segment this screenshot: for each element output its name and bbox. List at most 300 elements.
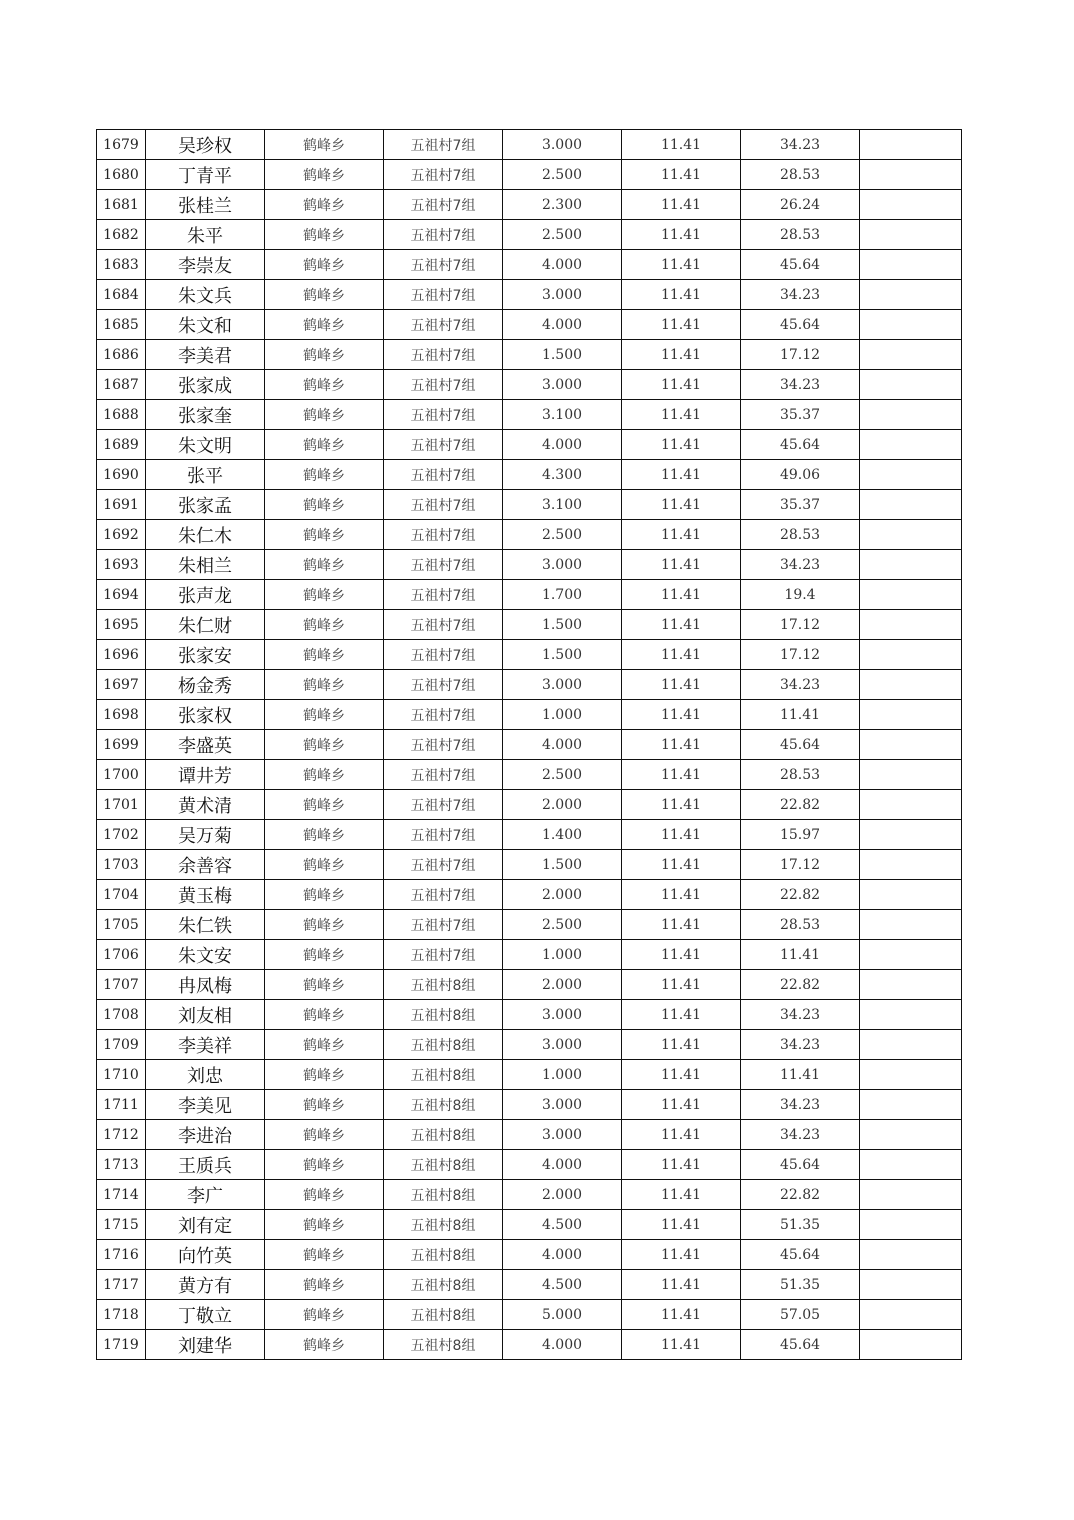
unit-price-cell: 11.41 <box>622 400 741 430</box>
name-cell: 朱仁铁 <box>146 910 265 940</box>
row-number-cell: 1694 <box>97 580 146 610</box>
village-group-cell: 五祖村8组 <box>384 1120 503 1150</box>
unit-price-cell: 11.41 <box>622 1150 741 1180</box>
village-group-cell: 五祖村7组 <box>384 850 503 880</box>
unit-price-cell: 11.41 <box>622 610 741 640</box>
unit-price-cell: 11.41 <box>622 370 741 400</box>
data-table <box>96 129 962 1360</box>
amount-cell: 35.37 <box>741 400 860 430</box>
row-number-cell: 1691 <box>97 490 146 520</box>
table-row <box>97 1270 962 1300</box>
area-cell: 2.000 <box>503 880 622 910</box>
area-cell: 3.000 <box>503 1090 622 1120</box>
name-cell: 李美君 <box>146 340 265 370</box>
village-group-cell: 五祖村7组 <box>384 700 503 730</box>
village-group-cell: 五祖村8组 <box>384 1180 503 1210</box>
table-row <box>97 760 962 790</box>
remarks-cell <box>860 520 962 550</box>
area-cell: 4.000 <box>503 1240 622 1270</box>
village-group-cell: 五祖村8组 <box>384 1240 503 1270</box>
unit-price-cell: 11.41 <box>622 190 741 220</box>
name-cell: 杨金秀 <box>146 670 265 700</box>
remarks-cell <box>860 400 962 430</box>
amount-cell: 22.82 <box>741 970 860 1000</box>
area-cell: 2.500 <box>503 910 622 940</box>
row-number-cell: 1709 <box>97 1030 146 1060</box>
village-group-cell: 五祖村7组 <box>384 550 503 580</box>
township-cell: 鹤峰乡 <box>265 850 384 880</box>
area-cell: 1.500 <box>503 610 622 640</box>
table-row <box>97 580 962 610</box>
village-group-cell: 五祖村8组 <box>384 1090 503 1120</box>
name-cell: 张家权 <box>146 700 265 730</box>
table-row <box>97 1030 962 1060</box>
area-cell: 3.000 <box>503 1000 622 1030</box>
remarks-cell <box>860 820 962 850</box>
township-cell: 鹤峰乡 <box>265 1150 384 1180</box>
table-row <box>97 190 962 220</box>
amount-cell: 45.64 <box>741 1240 860 1270</box>
area-cell: 1.700 <box>503 580 622 610</box>
name-cell: 张家安 <box>146 640 265 670</box>
table-row <box>97 520 962 550</box>
village-group-cell: 五祖村8组 <box>384 1060 503 1090</box>
village-group-cell: 五祖村8组 <box>384 1030 503 1060</box>
row-number-cell: 1716 <box>97 1240 146 1270</box>
amount-cell: 34.23 <box>741 1030 860 1060</box>
amount-cell: 28.53 <box>741 760 860 790</box>
amount-cell: 34.23 <box>741 670 860 700</box>
name-cell: 余善容 <box>146 850 265 880</box>
area-cell: 3.100 <box>503 400 622 430</box>
table-row <box>97 220 962 250</box>
table-row <box>97 430 962 460</box>
table-row <box>97 910 962 940</box>
area-cell: 3.000 <box>503 670 622 700</box>
table-body <box>97 130 962 1360</box>
row-number-cell: 1698 <box>97 700 146 730</box>
amount-cell: 17.12 <box>741 640 860 670</box>
township-cell: 鹤峰乡 <box>265 190 384 220</box>
table-row <box>97 820 962 850</box>
amount-cell: 45.64 <box>741 250 860 280</box>
amount-cell: 35.37 <box>741 490 860 520</box>
area-cell: 4.000 <box>503 1150 622 1180</box>
area-cell: 2.000 <box>503 970 622 1000</box>
area-cell: 3.000 <box>503 550 622 580</box>
unit-price-cell: 11.41 <box>622 640 741 670</box>
village-group-cell: 五祖村7组 <box>384 610 503 640</box>
row-number-cell: 1692 <box>97 520 146 550</box>
village-group-cell: 五祖村7组 <box>384 280 503 310</box>
unit-price-cell: 11.41 <box>622 1180 741 1210</box>
village-group-cell: 五祖村8组 <box>384 1150 503 1180</box>
name-cell: 张家成 <box>146 370 265 400</box>
amount-cell: 45.64 <box>741 1150 860 1180</box>
village-group-cell: 五祖村7组 <box>384 760 503 790</box>
name-cell: 朱文安 <box>146 940 265 970</box>
row-number-cell: 1684 <box>97 280 146 310</box>
township-cell: 鹤峰乡 <box>265 1210 384 1240</box>
row-number-cell: 1714 <box>97 1180 146 1210</box>
village-group-cell: 五祖村7组 <box>384 460 503 490</box>
name-cell: 李美见 <box>146 1090 265 1120</box>
area-cell: 1.000 <box>503 940 622 970</box>
amount-cell: 34.23 <box>741 280 860 310</box>
row-number-cell: 1688 <box>97 400 146 430</box>
name-cell: 冉凤梅 <box>146 970 265 1000</box>
amount-cell: 34.23 <box>741 370 860 400</box>
village-group-cell: 五祖村7组 <box>384 910 503 940</box>
row-number-cell: 1705 <box>97 910 146 940</box>
village-group-cell: 五祖村7组 <box>384 340 503 370</box>
village-group-cell: 五祖村7组 <box>384 490 503 520</box>
remarks-cell <box>860 880 962 910</box>
remarks-cell <box>860 310 962 340</box>
amount-cell: 45.64 <box>741 430 860 460</box>
village-group-cell: 五祖村7组 <box>384 940 503 970</box>
row-number-cell: 1681 <box>97 190 146 220</box>
unit-price-cell: 11.41 <box>622 490 741 520</box>
remarks-cell <box>860 730 962 760</box>
village-group-cell: 五祖村7组 <box>384 880 503 910</box>
unit-price-cell: 11.41 <box>622 880 741 910</box>
amount-cell: 34.23 <box>741 130 860 160</box>
amount-cell: 17.12 <box>741 340 860 370</box>
name-cell: 李美祥 <box>146 1030 265 1060</box>
township-cell: 鹤峰乡 <box>265 280 384 310</box>
area-cell: 4.500 <box>503 1210 622 1240</box>
area-cell: 1.000 <box>503 700 622 730</box>
table-row <box>97 370 962 400</box>
table-row <box>97 130 962 160</box>
amount-cell: 51.35 <box>741 1210 860 1240</box>
remarks-cell <box>860 550 962 580</box>
township-cell: 鹤峰乡 <box>265 1330 384 1360</box>
remarks-cell <box>860 640 962 670</box>
unit-price-cell: 11.41 <box>622 550 741 580</box>
row-number-cell: 1715 <box>97 1210 146 1240</box>
unit-price-cell: 11.41 <box>622 280 741 310</box>
row-number-cell: 1706 <box>97 940 146 970</box>
remarks-cell <box>860 460 962 490</box>
amount-cell: 28.53 <box>741 160 860 190</box>
table-row <box>97 880 962 910</box>
remarks-cell <box>860 940 962 970</box>
township-cell: 鹤峰乡 <box>265 940 384 970</box>
area-cell: 3.000 <box>503 1030 622 1060</box>
remarks-cell <box>860 280 962 310</box>
township-cell: 鹤峰乡 <box>265 1300 384 1330</box>
table-row <box>97 1330 962 1360</box>
village-group-cell: 五祖村7组 <box>384 400 503 430</box>
remarks-cell <box>860 910 962 940</box>
name-cell: 朱仁木 <box>146 520 265 550</box>
name-cell: 张家孟 <box>146 490 265 520</box>
remarks-cell <box>860 1120 962 1150</box>
unit-price-cell: 11.41 <box>622 730 741 760</box>
unit-price-cell: 11.41 <box>622 340 741 370</box>
area-cell: 2.500 <box>503 520 622 550</box>
amount-cell: 15.97 <box>741 820 860 850</box>
remarks-cell <box>860 790 962 820</box>
remarks-cell <box>860 1270 962 1300</box>
row-number-cell: 1718 <box>97 1300 146 1330</box>
area-cell: 1.500 <box>503 640 622 670</box>
remarks-cell <box>860 1060 962 1090</box>
remarks-cell <box>860 670 962 700</box>
row-number-cell: 1710 <box>97 1060 146 1090</box>
table-row <box>97 250 962 280</box>
township-cell: 鹤峰乡 <box>265 550 384 580</box>
table-row <box>97 610 962 640</box>
village-group-cell: 五祖村7组 <box>384 250 503 280</box>
row-number-cell: 1686 <box>97 340 146 370</box>
row-number-cell: 1713 <box>97 1150 146 1180</box>
row-number-cell: 1703 <box>97 850 146 880</box>
row-number-cell: 1683 <box>97 250 146 280</box>
unit-price-cell: 11.41 <box>622 460 741 490</box>
table-row <box>97 1060 962 1090</box>
unit-price-cell: 11.41 <box>622 430 741 460</box>
row-number-cell: 1702 <box>97 820 146 850</box>
name-cell: 向竹英 <box>146 1240 265 1270</box>
table-row <box>97 730 962 760</box>
township-cell: 鹤峰乡 <box>265 490 384 520</box>
remarks-cell <box>860 1330 962 1360</box>
township-cell: 鹤峰乡 <box>265 400 384 430</box>
township-cell: 鹤峰乡 <box>265 130 384 160</box>
amount-cell: 28.53 <box>741 220 860 250</box>
unit-price-cell: 11.41 <box>622 1330 741 1360</box>
township-cell: 鹤峰乡 <box>265 1180 384 1210</box>
row-number-cell: 1712 <box>97 1120 146 1150</box>
row-number-cell: 1682 <box>97 220 146 250</box>
village-group-cell: 五祖村7组 <box>384 130 503 160</box>
amount-cell: 22.82 <box>741 880 860 910</box>
table-row <box>97 1090 962 1120</box>
unit-price-cell: 11.41 <box>622 220 741 250</box>
village-group-cell: 五祖村7组 <box>384 160 503 190</box>
area-cell: 3.000 <box>503 280 622 310</box>
township-cell: 鹤峰乡 <box>265 820 384 850</box>
name-cell: 张家奎 <box>146 400 265 430</box>
village-group-cell: 五祖村7组 <box>384 190 503 220</box>
village-group-cell: 五祖村7组 <box>384 520 503 550</box>
remarks-cell <box>860 160 962 190</box>
township-cell: 鹤峰乡 <box>265 1120 384 1150</box>
table-row <box>97 700 962 730</box>
remarks-cell <box>860 1210 962 1240</box>
area-cell: 2.300 <box>503 190 622 220</box>
unit-price-cell: 11.41 <box>622 790 741 820</box>
table-row <box>97 490 962 520</box>
township-cell: 鹤峰乡 <box>265 670 384 700</box>
township-cell: 鹤峰乡 <box>265 1090 384 1120</box>
village-group-cell: 五祖村7组 <box>384 310 503 340</box>
village-group-cell: 五祖村8组 <box>384 1210 503 1240</box>
unit-price-cell: 11.41 <box>622 910 741 940</box>
remarks-cell <box>860 1150 962 1180</box>
amount-cell: 11.41 <box>741 700 860 730</box>
township-cell: 鹤峰乡 <box>265 370 384 400</box>
unit-price-cell: 11.41 <box>622 580 741 610</box>
row-number-cell: 1685 <box>97 310 146 340</box>
unit-price-cell: 11.41 <box>622 940 741 970</box>
area-cell: 4.500 <box>503 1270 622 1300</box>
township-cell: 鹤峰乡 <box>265 610 384 640</box>
village-group-cell: 五祖村8组 <box>384 1330 503 1360</box>
area-cell: 4.000 <box>503 310 622 340</box>
amount-cell: 34.23 <box>741 1090 860 1120</box>
table-row <box>97 670 962 700</box>
table-row <box>97 1150 962 1180</box>
remarks-cell <box>860 1030 962 1060</box>
name-cell: 吴珍权 <box>146 130 265 160</box>
unit-price-cell: 11.41 <box>622 1270 741 1300</box>
row-number-cell: 1693 <box>97 550 146 580</box>
row-number-cell: 1697 <box>97 670 146 700</box>
unit-price-cell: 11.41 <box>622 1060 741 1090</box>
unit-price-cell: 11.41 <box>622 1240 741 1270</box>
amount-cell: 34.23 <box>741 550 860 580</box>
table-row <box>97 1120 962 1150</box>
unit-price-cell: 11.41 <box>622 1120 741 1150</box>
township-cell: 鹤峰乡 <box>265 1270 384 1300</box>
amount-cell: 34.23 <box>741 1120 860 1150</box>
remarks-cell <box>860 610 962 640</box>
row-number-cell: 1717 <box>97 1270 146 1300</box>
row-number-cell: 1704 <box>97 880 146 910</box>
village-group-cell: 五祖村7组 <box>384 220 503 250</box>
row-number-cell: 1679 <box>97 130 146 160</box>
amount-cell: 22.82 <box>741 1180 860 1210</box>
unit-price-cell: 11.41 <box>622 160 741 190</box>
township-cell: 鹤峰乡 <box>265 340 384 370</box>
amount-cell: 34.23 <box>741 1000 860 1030</box>
remarks-cell <box>860 220 962 250</box>
remarks-cell <box>860 1180 962 1210</box>
amount-cell: 11.41 <box>741 940 860 970</box>
name-cell: 黄方有 <box>146 1270 265 1300</box>
amount-cell: 28.53 <box>741 910 860 940</box>
village-group-cell: 五祖村8组 <box>384 1300 503 1330</box>
township-cell: 鹤峰乡 <box>265 580 384 610</box>
township-cell: 鹤峰乡 <box>265 520 384 550</box>
area-cell: 3.000 <box>503 1120 622 1150</box>
row-number-cell: 1719 <box>97 1330 146 1360</box>
name-cell: 刘建华 <box>146 1330 265 1360</box>
area-cell: 4.000 <box>503 430 622 460</box>
township-cell: 鹤峰乡 <box>265 760 384 790</box>
table-row <box>97 1240 962 1270</box>
village-group-cell: 五祖村7组 <box>384 430 503 460</box>
row-number-cell: 1690 <box>97 460 146 490</box>
row-number-cell: 1687 <box>97 370 146 400</box>
township-cell: 鹤峰乡 <box>265 970 384 1000</box>
table-row <box>97 340 962 370</box>
remarks-cell <box>860 700 962 730</box>
village-group-cell: 五祖村8组 <box>384 1270 503 1300</box>
name-cell: 丁青平 <box>146 160 265 190</box>
amount-cell: 49.06 <box>741 460 860 490</box>
township-cell: 鹤峰乡 <box>265 880 384 910</box>
amount-cell: 45.64 <box>741 730 860 760</box>
area-cell: 1.000 <box>503 1060 622 1090</box>
township-cell: 鹤峰乡 <box>265 220 384 250</box>
table-row <box>97 640 962 670</box>
remarks-cell <box>860 250 962 280</box>
unit-price-cell: 11.41 <box>622 820 741 850</box>
unit-price-cell: 11.41 <box>622 1300 741 1330</box>
unit-price-cell: 11.41 <box>622 250 741 280</box>
village-group-cell: 五祖村7组 <box>384 790 503 820</box>
unit-price-cell: 11.41 <box>622 970 741 1000</box>
name-cell: 李广 <box>146 1180 265 1210</box>
remarks-cell <box>860 850 962 880</box>
area-cell: 3.000 <box>503 130 622 160</box>
table-row <box>97 1210 962 1240</box>
area-cell: 5.000 <box>503 1300 622 1330</box>
table-row <box>97 1300 962 1330</box>
name-cell: 刘友相 <box>146 1000 265 1030</box>
area-cell: 2.000 <box>503 1180 622 1210</box>
name-cell: 黄术清 <box>146 790 265 820</box>
remarks-cell <box>860 430 962 460</box>
area-cell: 3.100 <box>503 490 622 520</box>
row-number-cell: 1695 <box>97 610 146 640</box>
unit-price-cell: 11.41 <box>622 760 741 790</box>
name-cell: 张平 <box>146 460 265 490</box>
name-cell: 李盛英 <box>146 730 265 760</box>
amount-cell: 57.05 <box>741 1300 860 1330</box>
unit-price-cell: 11.41 <box>622 700 741 730</box>
area-cell: 1.500 <box>503 340 622 370</box>
remarks-cell <box>860 580 962 610</box>
name-cell: 李崇友 <box>146 250 265 280</box>
row-number-cell: 1699 <box>97 730 146 760</box>
unit-price-cell: 11.41 <box>622 1090 741 1120</box>
row-number-cell: 1696 <box>97 640 146 670</box>
unit-price-cell: 11.41 <box>622 850 741 880</box>
township-cell: 鹤峰乡 <box>265 1060 384 1090</box>
remarks-cell <box>860 1240 962 1270</box>
area-cell: 3.000 <box>503 370 622 400</box>
name-cell: 丁敬立 <box>146 1300 265 1330</box>
name-cell: 朱文明 <box>146 430 265 460</box>
amount-cell: 45.64 <box>741 1330 860 1360</box>
amount-cell: 45.64 <box>741 310 860 340</box>
amount-cell: 26.24 <box>741 190 860 220</box>
table-row <box>97 460 962 490</box>
row-number-cell: 1689 <box>97 430 146 460</box>
township-cell: 鹤峰乡 <box>265 730 384 760</box>
township-cell: 鹤峰乡 <box>265 1000 384 1030</box>
area-cell: 2.500 <box>503 760 622 790</box>
unit-price-cell: 11.41 <box>622 1210 741 1240</box>
village-group-cell: 五祖村7组 <box>384 640 503 670</box>
village-group-cell: 五祖村7组 <box>384 670 503 700</box>
area-cell: 4.000 <box>503 250 622 280</box>
table-row <box>97 400 962 430</box>
township-cell: 鹤峰乡 <box>265 160 384 190</box>
area-cell: 4.300 <box>503 460 622 490</box>
amount-cell: 19.4 <box>741 580 860 610</box>
remarks-cell <box>860 1000 962 1030</box>
area-cell: 4.000 <box>503 1330 622 1360</box>
name-cell: 谭井芳 <box>146 760 265 790</box>
township-cell: 鹤峰乡 <box>265 1240 384 1270</box>
